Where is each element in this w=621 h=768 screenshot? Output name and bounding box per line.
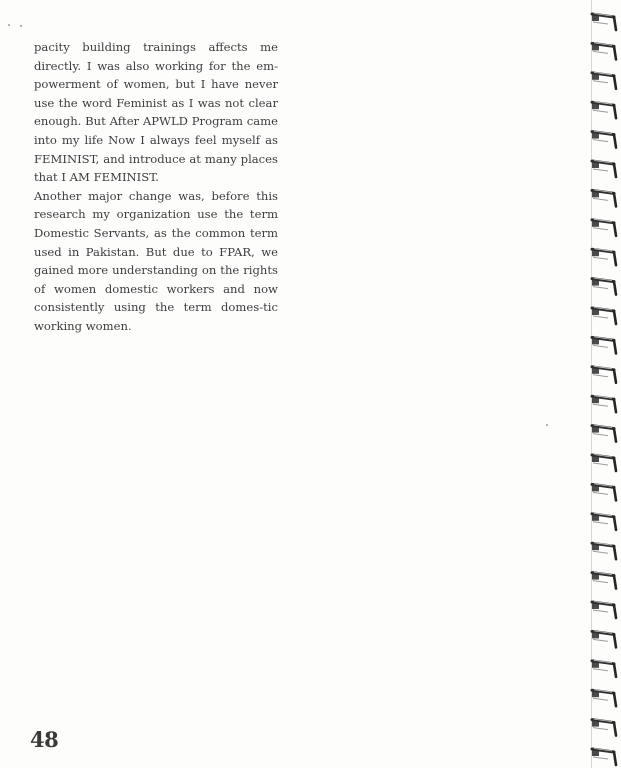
spiral-coil [592, 337, 616, 354]
spiral-coil [592, 190, 616, 207]
page-number: 48 [30, 727, 59, 752]
spiral-coil [592, 719, 616, 736]
spiral-coil [592, 161, 616, 178]
spiral-coil [592, 72, 616, 89]
body-text [34, 38, 278, 336]
spiral-coil [592, 455, 616, 472]
spiral-coil [592, 366, 616, 383]
paragraph: pacity building trainings affects me directly. I was also working for the em-powerment of women, but I have never use the word Feminist as I was not clear enough. But After APWLD Program came into my life Now I always feel myself as FEMINIST, and introduce at many places that I AM FEMINIST. [34, 40, 278, 185]
spiral-coil [592, 602, 616, 619]
spiral-coil [592, 308, 616, 325]
spiral-coil [592, 749, 616, 766]
spiral-binding [586, 0, 621, 768]
spiral-coil [592, 102, 616, 119]
paragraph: Another major change was, before this research my organization use the term Domestic Servants, as the common term used in Pakistan. But due to FPAR, we gained more understanding on the rights of women domestic workers and now consistently using the term domes-tic working women. [34, 188, 278, 333]
spiral-coil [592, 690, 616, 707]
spiral-coil [592, 249, 616, 266]
dust-speck [20, 25, 22, 27]
spiral-coil [592, 43, 616, 60]
dust-speck [546, 424, 548, 426]
spiral-coil [592, 660, 616, 677]
spiral-coil [592, 14, 616, 31]
spiral-coil [592, 278, 616, 295]
spiral-coil [592, 484, 616, 501]
spiral-coil [592, 572, 616, 589]
spiral-coil [592, 543, 616, 560]
spiral-coil [592, 631, 616, 648]
spiral-coil [592, 131, 616, 148]
spiral-coil [592, 396, 616, 413]
spiral-coil [592, 219, 616, 236]
spiral-coil [592, 425, 616, 442]
spiral-coil [592, 513, 616, 530]
dust-speck [8, 24, 10, 26]
